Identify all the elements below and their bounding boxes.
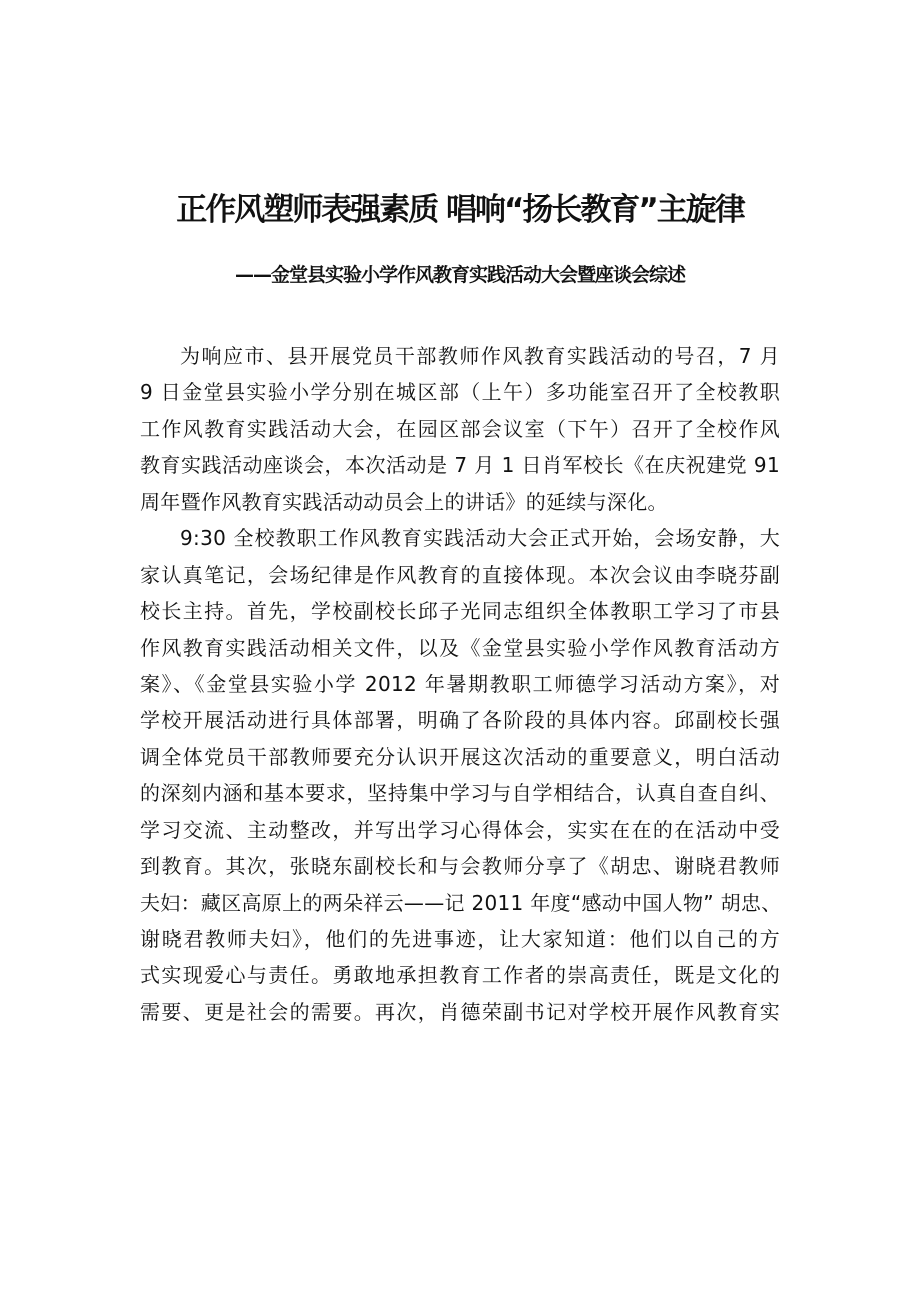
paragraph-1-line-5: 周年暨作风教育实践活动动员会上的讲话》的延续与深化。	[140, 489, 668, 514]
paragraph-2-line-7: 调全体党员干部教师要充分认识开展这次活动的重要意义，明白活动	[140, 744, 780, 769]
paragraph-2-line-14: 需要、更是社会的需要。再次，肖德荣副书记对学校开展作风教育实	[140, 999, 780, 1024]
paragraph-2-line-5: 案》、《金堂县实验小学 2012 年暑期教职工师德学习活动方案》，对	[140, 671, 780, 696]
document-body	[140, 338, 780, 1030]
paragraph-2-line-2: 家认真笔记，会场纪律是作风教育的直接体现。本次会议由李晓芬副	[140, 562, 780, 587]
document-subtitle: ——金堂县实验小学作风教育实践活动大会暨座谈会综述	[234, 264, 685, 286]
paragraph-2-line-3: 校长主持。首先，学校副校长邱子光同志组织全体教职工学习了市县	[140, 599, 780, 624]
paragraph-1-line-4: 教育实践活动座谈会，本次活动是 7 月 1 日肖军校长《在庆祝建党 91	[140, 453, 780, 478]
paragraph-2-line-4: 作风教育实践活动相关文件，以及《金堂县实验小学作风教育活动方	[140, 635, 780, 660]
paragraph-2-line-12: 谢晓君教师夫妇》，他们的先进事迹，让大家知道：他们以自己的方	[140, 927, 780, 951]
paragraph-2-line-1: 9:30 全校教职工作风教育实践活动大会正式开始，会场安静，大	[180, 526, 780, 551]
document-title: 正作风塑师表强素质 唱响“扬长教育”主旋律	[176, 192, 744, 228]
paragraph-2-line-11: 夫妇：藏区高原上的两朵祥云——记 2011 年度“感动中国人物” 胡忠、	[140, 890, 782, 915]
paragraph-2-line-6: 学校开展活动进行具体部署，明确了各阶段的具体内容。邱副校长强	[140, 708, 780, 733]
paragraph-2-line-9: 学习交流、主动整改，并写出学习心得体会，实实在在的在活动中受	[140, 817, 780, 842]
paragraph-1-line-1: 为响应市、县开展党员干部教师作风教育实践活动的号召，7 月	[180, 344, 780, 368]
paragraph-1-line-2: 9 日金堂县实验小学分别在城区部（上午）多功能室召开了全校教职	[140, 380, 780, 405]
paragraph-2-line-10: 到教育。其次，张晓东副校长和与会教师分享了《胡忠、谢晓君教师	[140, 854, 780, 879]
paragraph-2-line-13: 式实现爱心与责任。勇敢地承担教育工作者的崇高责任，既是文化的	[140, 963, 780, 988]
paragraph-1-line-3: 工作风教育实践活动大会，在园区部会议室（下午）召开了全校作风	[140, 416, 780, 441]
paragraph-2-line-8: 的深刻内涵和基本要求，坚持集中学习与自学相结合，认真自查自纠、	[140, 781, 780, 806]
